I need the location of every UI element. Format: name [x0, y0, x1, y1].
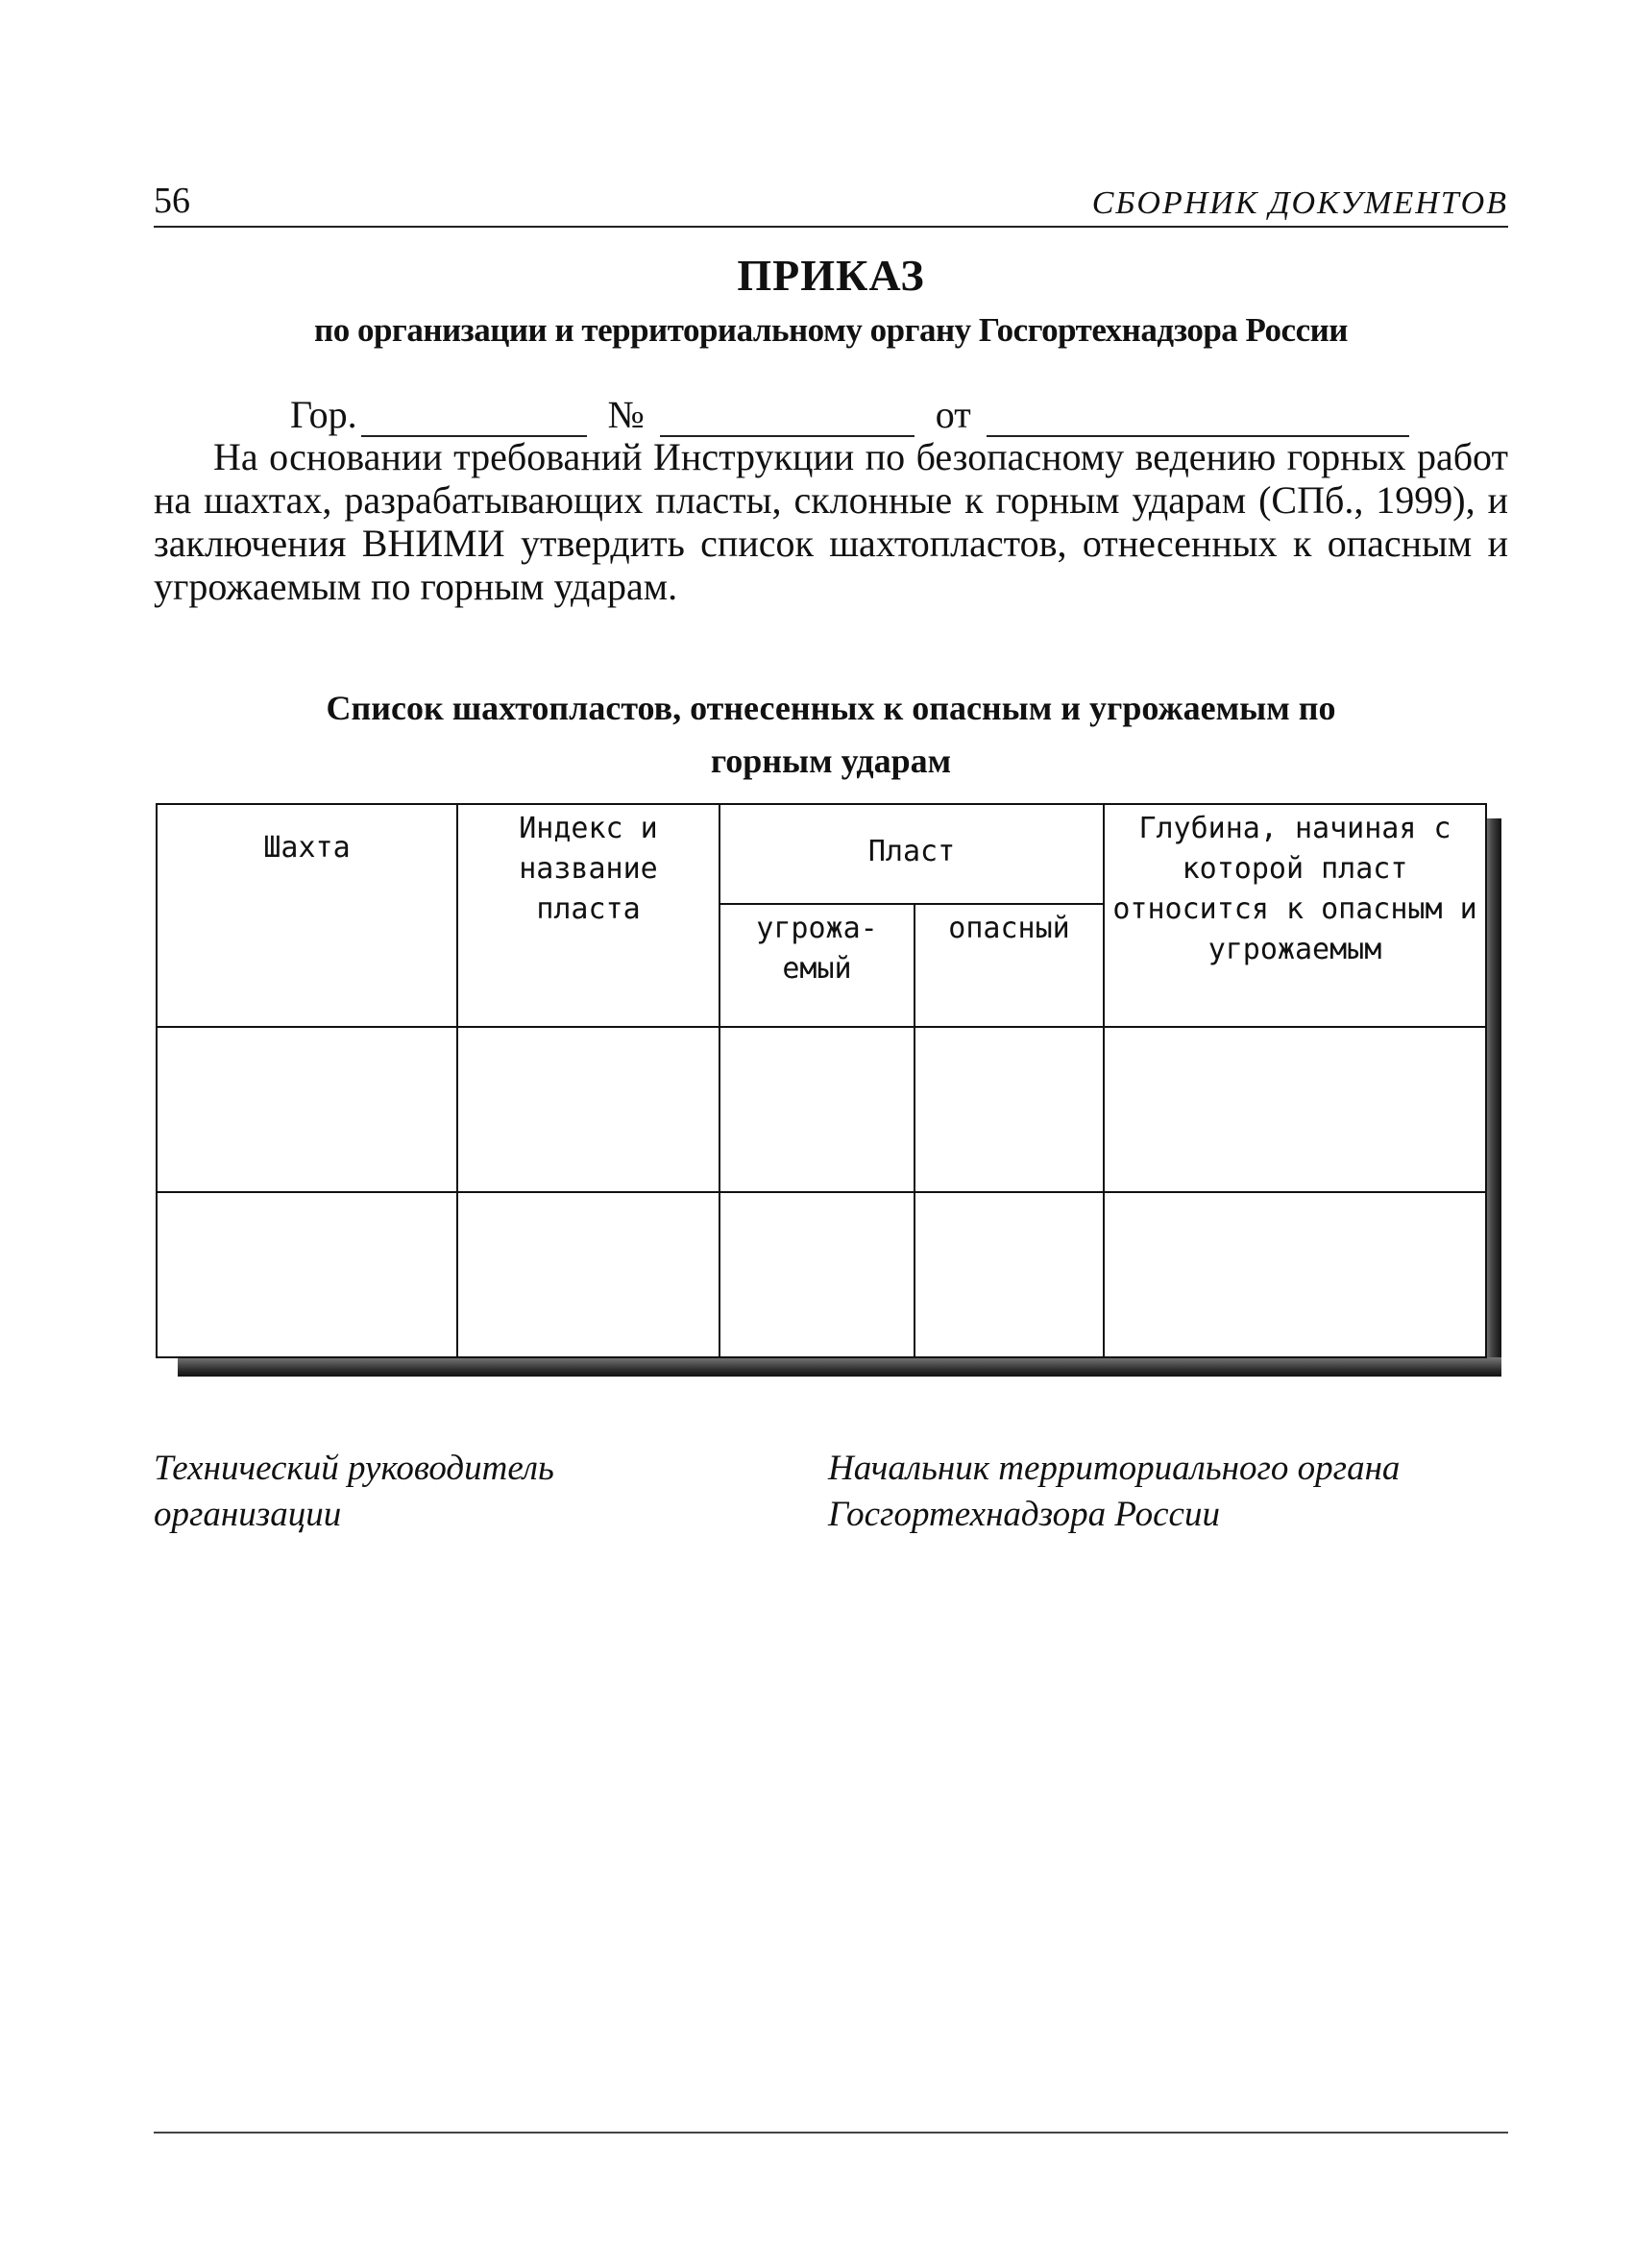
footer-rule: [154, 2132, 1508, 2134]
intro-paragraph: На основании требований Инструкции по безопасному ведению горных работ на шахтах, разрабатывающих пласты, склонные к горным ударам (СПб., 1999), и заключения ВНИМИ утвердить список шахтопластов, отнесенных к опасным и угрожаемым по горным ударам.: [154, 435, 1508, 608]
cell-seam-index[interactable]: [457, 1192, 719, 1357]
signature-left-line-2: организации: [154, 1495, 342, 1534]
city-blank-field[interactable]: [361, 397, 587, 437]
order-fill-line: [290, 389, 1413, 437]
cell-dangerous[interactable]: [915, 1027, 1104, 1192]
signature-right-line-1: Начальник территориального органа: [828, 1449, 1401, 1488]
header-depth: Глубина, начиная с которой пласт относится к опасным и угрожаемым: [1104, 804, 1486, 1027]
date-blank-field[interactable]: [987, 397, 1409, 437]
date-label: от: [935, 393, 971, 436]
header-seam-index: Индекс и название пласта: [457, 804, 719, 1027]
number-blank-field[interactable]: [660, 397, 915, 437]
table-row: [157, 1027, 1486, 1192]
cell-threatened[interactable]: [719, 1027, 915, 1192]
list-title-line-1: Список шахтопластов, отнесенных к опасным и угрожаемым по: [326, 689, 1336, 727]
cell-depth[interactable]: [1104, 1027, 1486, 1192]
cell-depth[interactable]: [1104, 1192, 1486, 1357]
cell-mine[interactable]: [157, 1027, 457, 1192]
page-header: [154, 178, 1508, 228]
order-subtitle: по организации и территориальному органу Госгортехнадзора России: [314, 311, 1348, 349]
list-title: [192, 682, 1470, 788]
running-title: СБОРНИК ДОКУМЕНТОВ: [1091, 185, 1508, 221]
cell-seam-index[interactable]: [457, 1027, 719, 1192]
table-row: [157, 1192, 1486, 1357]
order-title: ПРИКАЗ: [737, 251, 925, 300]
list-title-line-2: горным ударам: [710, 742, 952, 780]
signature-right-line-2: Госгортехнадзора России: [828, 1495, 1220, 1534]
header-seam: Пласт: [719, 804, 1104, 904]
number-label: №: [607, 393, 645, 436]
cell-mine[interactable]: [157, 1192, 457, 1357]
cell-dangerous[interactable]: [915, 1192, 1104, 1357]
city-label: Гор.: [290, 393, 357, 436]
signature-technical-director: [154, 1446, 692, 1538]
header-mine: Шахта: [157, 804, 457, 1027]
header-dangerous: опасный: [915, 904, 1104, 1027]
header-threatened: угрожа-емый: [719, 904, 915, 1027]
table-shadow-bottom: [178, 1357, 1501, 1377]
page-number: 56: [154, 181, 190, 221]
signature-left-line-1: Технический руководитель: [154, 1449, 554, 1488]
cell-threatened[interactable]: [719, 1192, 915, 1357]
signature-territorial-head: [828, 1446, 1520, 1538]
mine-seams-table: [156, 803, 1487, 1358]
